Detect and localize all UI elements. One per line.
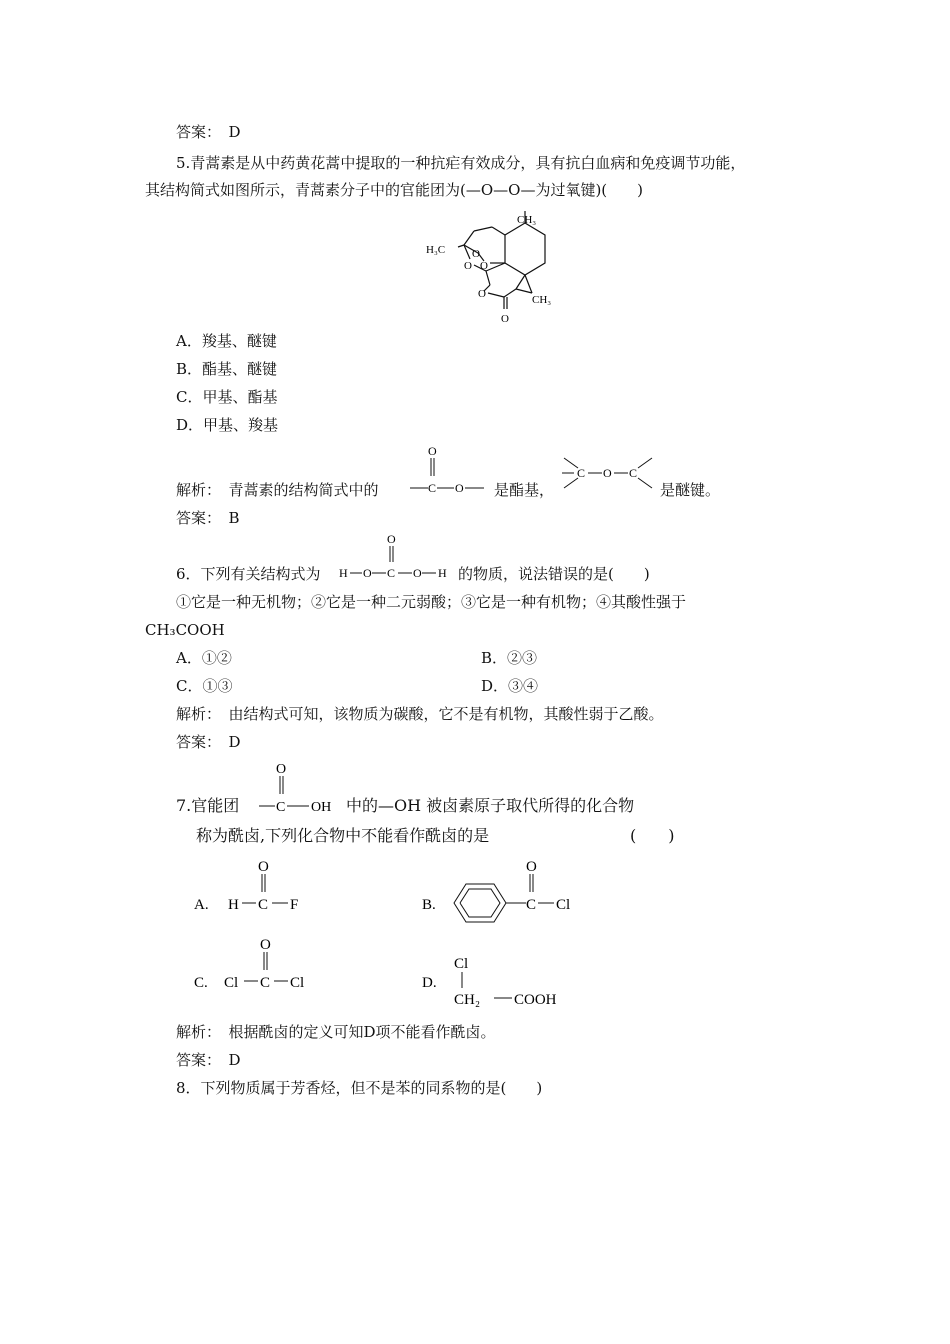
ester-o: O [455, 481, 464, 495]
q5-answer: 答案： B [176, 509, 240, 527]
ch3-right-label: CH₃ [532, 294, 552, 306]
q7-answer: 答案： D [176, 1051, 241, 1069]
q6-answer: 答案： D [176, 733, 241, 751]
q8-stem: 8．下列物质属于芳香烃，但不是苯的同系物的是( ) [176, 1079, 543, 1097]
q6-option-b: B．②③ [481, 649, 538, 667]
q7-stem-a: 7.官能团 [176, 796, 240, 815]
ch3-top-label: CH₃ [517, 214, 537, 226]
q7-b-label: B. [422, 897, 436, 913]
q7-stem-line2: 称为酰卤,下列化合物中不能看作酰卤的是 [196, 826, 490, 845]
q5-stem-line1: 5.青蒿素是从中药黄花蒿中提取的一种抗疟有效成分，具有抗白血病和免疫调节功能， [176, 154, 746, 172]
q7-option-b-structure [420, 856, 590, 926]
q6-o-right: O [413, 566, 422, 580]
ester-o-top: O [428, 444, 437, 458]
q5-analysis-mid: 是酯基， [494, 481, 555, 499]
carbonic-acid-formula [338, 532, 460, 584]
q6-o-top: O [387, 532, 396, 546]
ester-c: C [428, 481, 437, 495]
o-label-4: O [478, 288, 486, 300]
q6-h-left: H [339, 566, 348, 580]
q7-option-d-structure [420, 950, 570, 1010]
ether-fragment [560, 452, 656, 494]
q7-b-c: C [526, 897, 537, 913]
q7-d-ch2: CH₂ [454, 992, 481, 1008]
q7-c-cl-left: Cl [224, 975, 239, 991]
q7-d-label: D. [422, 975, 437, 991]
q4-answer: 答案： D [176, 123, 241, 141]
q7-carboxyl-group [255, 760, 347, 818]
q6-stem-line2: ①它是一种无机物；②它是一种二元弱酸；③它是一种有机物；④其酸性强于 [176, 593, 687, 611]
q6-analysis: 解析： 由结构式可知，该物质为碳酸，它不是有机物，其酸性弱于乙酸。 [176, 705, 664, 723]
q7-c-c: C [260, 975, 271, 991]
q6-c: C [387, 566, 396, 580]
ester-fragment [408, 442, 490, 500]
artemisinin-structure [420, 205, 580, 327]
h3c-label: H₃C [426, 244, 446, 256]
o-label-1: O [472, 248, 480, 260]
ether-c-right: C [629, 466, 638, 480]
q6-stem-pre: 6．下列有关结构式为 [176, 565, 321, 583]
q6-h-right: H [438, 566, 447, 580]
q7-analysis: 解析： 根据酰卤的定义可知D项不能看作酰卤。 [176, 1023, 496, 1041]
q7-stem-b: 中的—OH 被卤素原子取代所得的化合物 [346, 796, 635, 815]
q6-stem-line3: CH₃COOH [145, 621, 225, 639]
ether-c-left: C [577, 466, 586, 480]
q7-group-o: O [276, 762, 287, 777]
o-label-2: O [480, 260, 488, 272]
q6-option-d: D．③④ [481, 677, 539, 695]
q5-option-c: C．甲基、酯基 [176, 388, 278, 406]
o-label-3: O [464, 260, 472, 272]
q5-stem-line2: 其结构简式如图所示，青蒿素分子中的官能团为(—O—O—为过氧键)( ) [145, 181, 644, 199]
q7-group-oh: OH [311, 800, 332, 815]
q7-a-label: A. [194, 897, 209, 913]
q6-stem-post: 的物质，说法错误的是( ) [458, 565, 650, 583]
q7-a-h: H [228, 897, 239, 913]
q7-d-cooh: COOH [514, 992, 557, 1008]
ether-o: O [603, 466, 612, 480]
q6-o-left: O [363, 566, 372, 580]
q6-option-a: A．①② [176, 649, 232, 667]
q5-analysis-pre: 解析： 青蒿素的结构简式中的 [176, 481, 379, 499]
q5-option-a: A．羧基、醚键 [176, 332, 277, 350]
q6-option-c: C．①③ [176, 677, 233, 695]
q7-d-cl: Cl [454, 956, 469, 972]
q7-option-a-structure [192, 856, 312, 916]
q7-c-cl-right: Cl [290, 975, 305, 991]
q7-c-o: O [260, 937, 271, 953]
q5-analysis-post: 是醚键。 [660, 481, 721, 499]
o-label-5: O [501, 313, 509, 325]
q7-bracket: ( ) [630, 826, 675, 845]
q7-c-label: C. [194, 975, 208, 991]
q5-option-d: D．甲基、羧基 [176, 416, 279, 434]
q7-a-c: C [258, 897, 269, 913]
q7-group-c: C [276, 800, 286, 815]
q7-b-cl: Cl [556, 897, 571, 913]
q7-option-c-structure [192, 934, 322, 994]
q7-a-o: O [258, 859, 269, 875]
q7-b-o: O [526, 859, 537, 875]
q7-a-f: F [290, 897, 299, 913]
q5-option-b: B．酯基、醚键 [176, 360, 278, 378]
